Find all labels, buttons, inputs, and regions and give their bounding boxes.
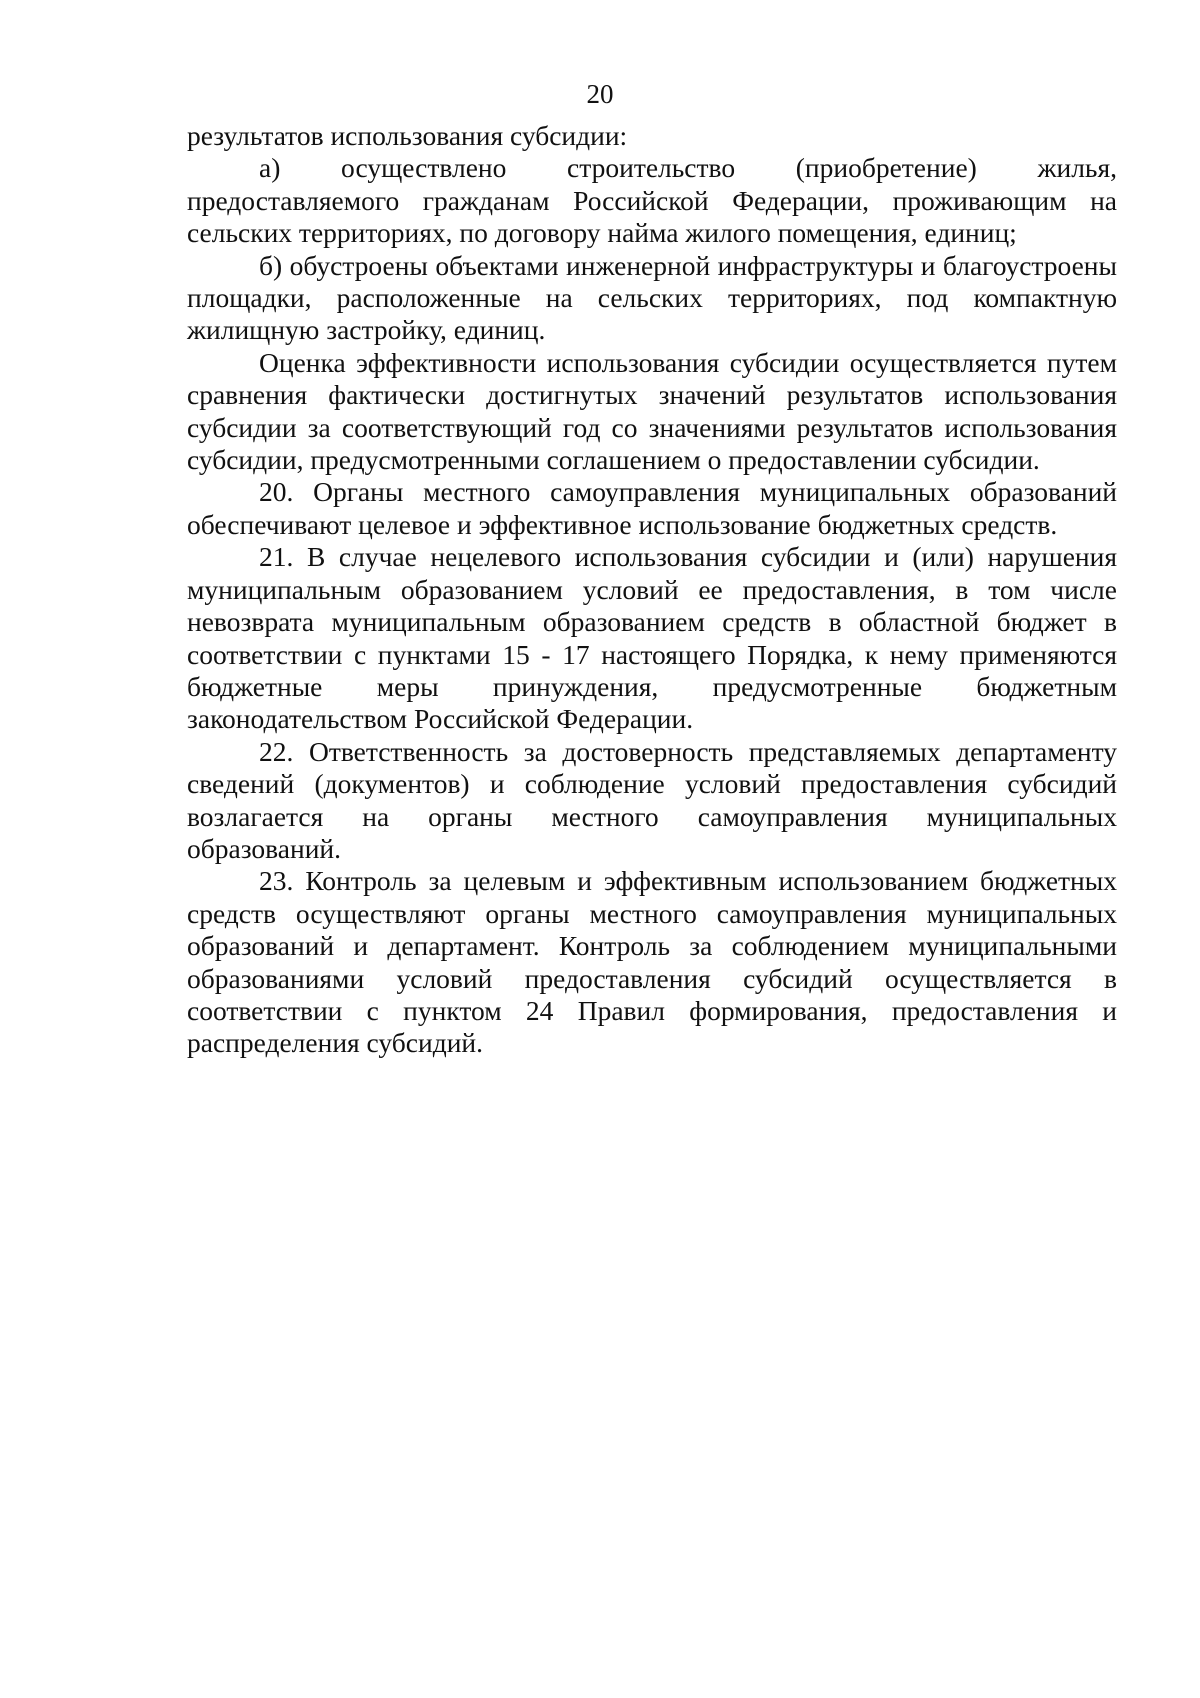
paragraph-results-intro: результатов использования субсидии: [187,120,628,151]
paragraph-clause-23: 23. Контроль за целевым и эффективным использованием бюджетных средств осуществляют органы местного самоуправления муниципальных образований и департамент. Контроль за соблюдением муниципальными образованиями условий предоставления субсидий осуществляется в соответствии с пунктом 24 Правил формирования, предоставления и распределения субсидий. [187,865,1117,1059]
paragraph-clause-21: 21. В случае нецелевого использования субсидии и (или) нарушения муниципальным образованием условий ее предоставления, в том числе невозврата муниципальным образованием средств в областной бюджет в соответствии с пунктами 15 - 17 настоящего Порядка, к нему применяются бюджетные меры принуждения, предусмотренные бюджетным законодательством Российской Федерации. [187,541,1117,735]
paragraph-item-a: а) осуществлено строительство (приобретение) жилья, предоставляемого гражданам Российской Федерации, проживающим на сельских территориях, по договору найма жилого помещения, единиц; [187,152,1117,249]
paragraph-item-b: б) обустроены объектами инженерной инфраструктуры и благоустроены площадки, расположенные на сельских территориях, под компактную жилищную застройку, единиц. [187,249,1117,346]
paragraph-clause-22: 22. Ответственность за достоверность представляемых департаменту сведений (документов) и соблюдение условий предоставления субсидий возлагается на органы местного самоуправления муниципальных образований. [187,735,1117,864]
page-number: 20 [586,79,614,109]
paragraph-clause-20: 20. Органы местного самоуправления муниципальных образований обеспечивают целевое и эффективное использование бюджетных средств. [187,476,1117,540]
paragraph-efficiency-assessment: Оценка эффективности использования субсидии осуществляется путем сравнения фактически достигнутых значений результатов использования субсидии за соответствующий год со значениями результатов использования субсидии, предусмотренными соглашением о предоставлении субсидии. [187,346,1117,476]
document-body [187,120,1117,1060]
